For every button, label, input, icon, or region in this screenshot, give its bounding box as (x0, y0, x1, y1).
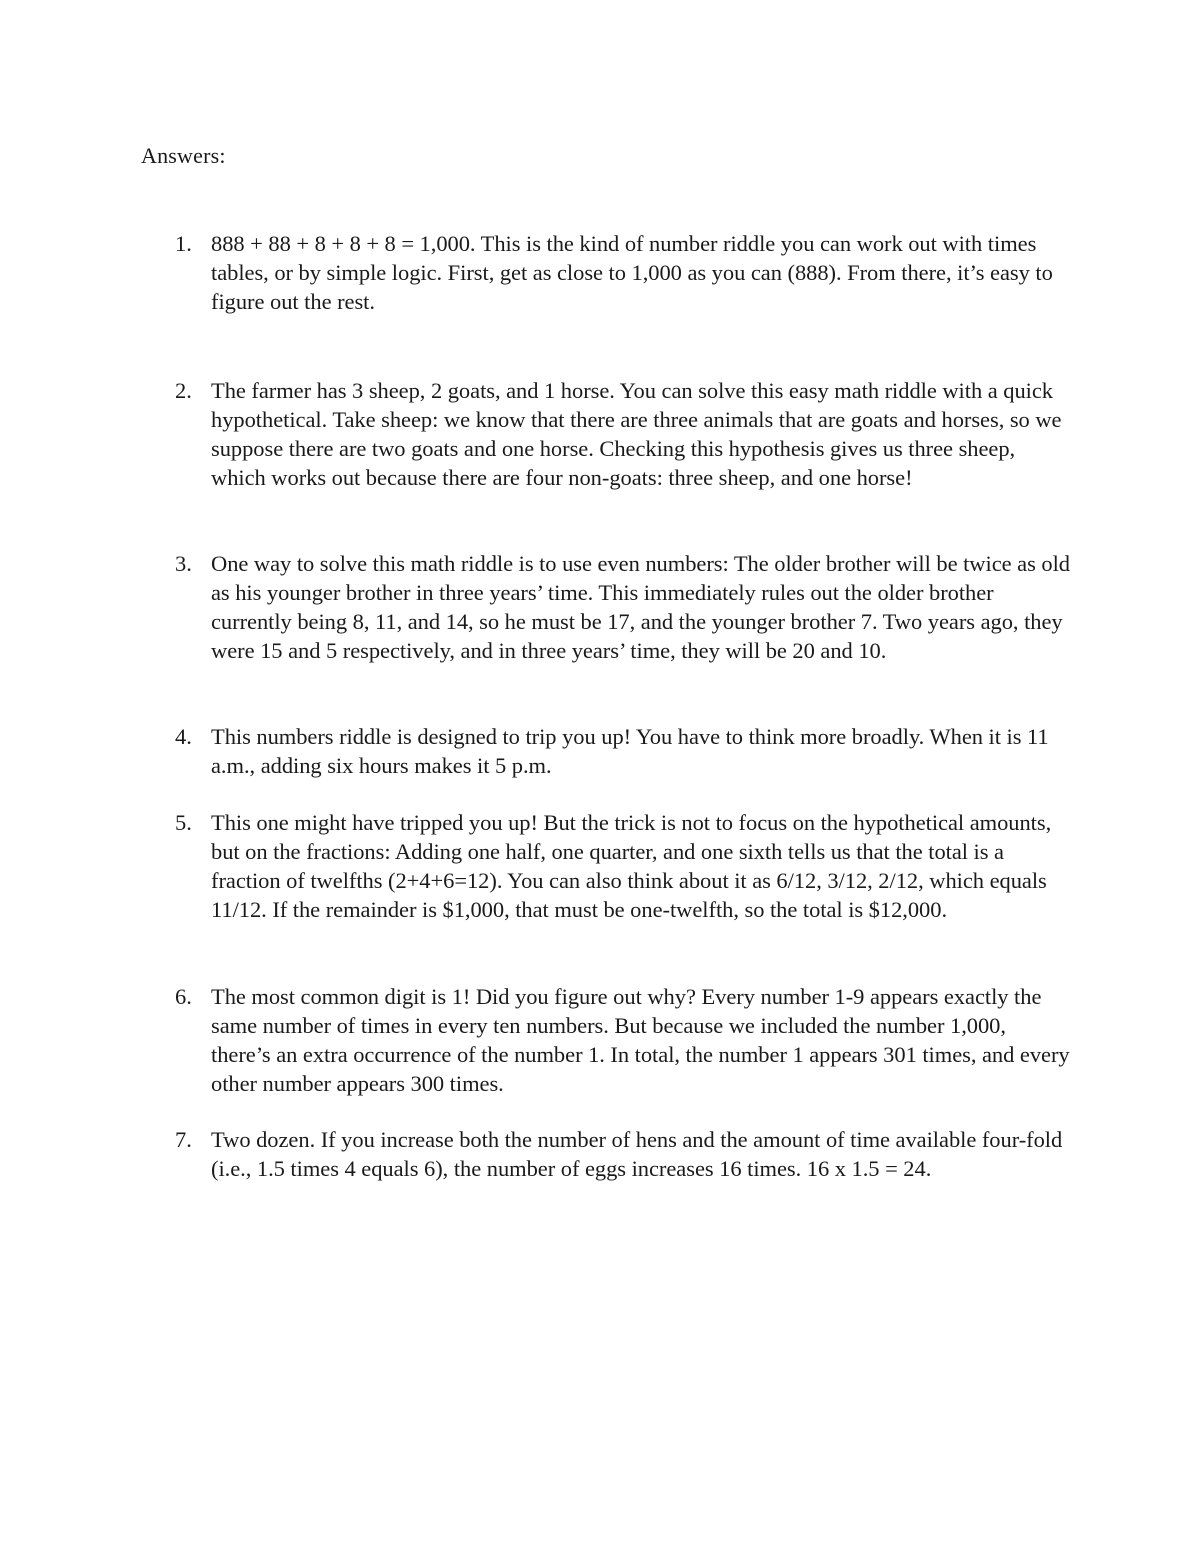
answer-item (141, 376, 1071, 492)
answer-item (141, 549, 1071, 665)
answer-number: 6. (175, 984, 192, 1009)
answer-text: 888 + 88 + 8 + 8 + 8 = 1,000. This is the kind of number riddle you can work out with times tables, or by simple logic. First, get as close to 1,000 as you can (888). From there, it’s easy to figure out the rest. (211, 231, 1053, 314)
answer-item (141, 1125, 1071, 1183)
answer-text: The farmer has 3 sheep, 2 goats, and 1 horse. You can solve this easy math riddle with a quick hypothetical. Take sheep: we know that there are three animals that are goats and horses, so we suppose there are two goats and one horse. Checking this hypothesis gives us three sheep, which works out because there are four non-goats: three sheep, and one horse! (211, 378, 1062, 490)
answer-text: This one might have tripped you up! But the trick is not to focus on the hypothetical amounts, but on the fractions: Adding one half, one quarter, and one sixth tells us that the total is a fraction of twelfths (2+4+6=12). You can also think about it as 6/12, 3/12, 2/12, which equals 11/12. If the remainder is $1,000, that must be one-twelfth, so the total is $12,000. (211, 810, 1052, 922)
answer-item (141, 982, 1071, 1098)
answer-text: Two dozen. If you increase both the number of hens and the amount of time available four-fold (i.e., 1.5 times 4 equals 6), the number of eggs increases 16 times. 16 x 1.5 = 24. (211, 1127, 1063, 1181)
answer-number: 2. (175, 378, 192, 403)
page-heading: Answers: (141, 143, 226, 168)
answer-number: 7. (175, 1127, 192, 1152)
answer-item (141, 722, 1071, 780)
answer-item (141, 808, 1071, 924)
answer-text: One way to solve this math riddle is to use even numbers: The older brother will be twice as old as his younger brother in three years’ time. This immediately rules out the older brother currently being 8, 11, and 14, so he must be 17, and the younger brother 7. Two years ago, they were 15 and 5 respectively, and in three years’ time, they will be 20 and 10. (211, 551, 1070, 663)
answer-text: This numbers riddle is designed to trip you up! You have to think more broadly. When it is 11 a.m., adding six hours makes it 5 p.m. (211, 724, 1049, 778)
answer-number: 3. (175, 551, 192, 576)
answer-number: 1. (175, 231, 192, 256)
answer-text: The most common digit is 1! Did you figure out why? Every number 1-9 appears exactly the same number of times in every ten numbers. But because we included the number 1,000, there’s an extra occurrence of the number 1. In total, the number 1 appears 301 times, and every other number appears 300 times. (211, 984, 1070, 1096)
answer-item (141, 229, 1071, 316)
answer-number: 5. (175, 810, 192, 835)
answer-number: 4. (175, 724, 192, 749)
